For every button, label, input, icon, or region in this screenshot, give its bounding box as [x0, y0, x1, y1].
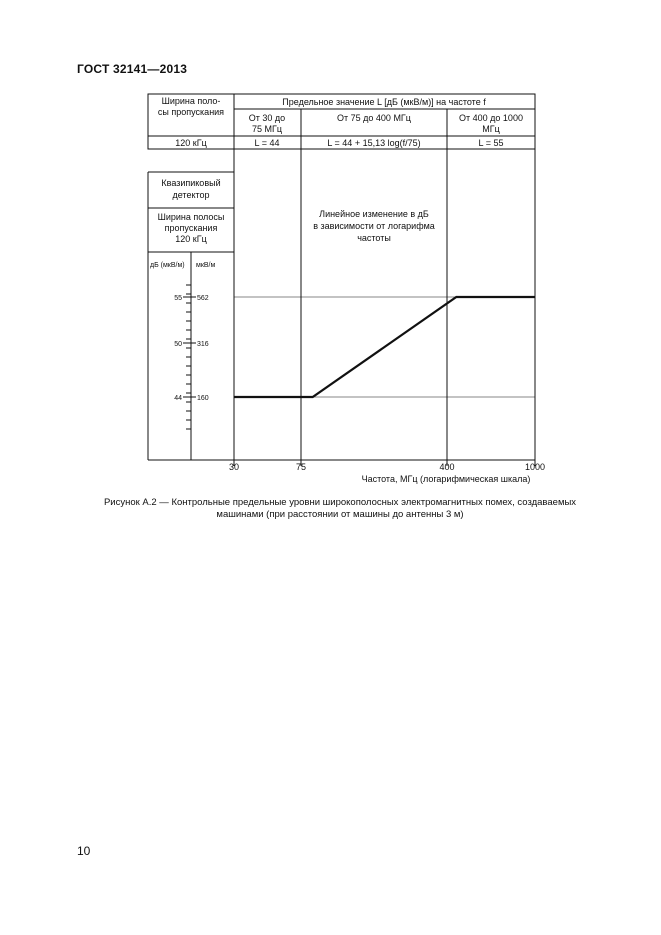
unit-db-label: дБ (мкВ/м): [150, 262, 185, 269]
annotation-line2: в зависимости от логарифма: [313, 221, 435, 231]
y-tick-uv-562: 562: [197, 295, 209, 302]
annotation-line1: Линейное изменение в дБ: [319, 209, 429, 219]
bandwidth-value: 120 кГц: [175, 138, 207, 148]
detector-label-line1: Квазипиковый: [161, 178, 221, 188]
side-bandwidth-line3: 120 кГц: [175, 234, 207, 244]
band-2-line1: От 75 до 400 МГц: [337, 113, 411, 123]
document-header: ГОСТ 32141—2013: [77, 62, 188, 76]
x-tick-400: 400: [439, 462, 455, 472]
band-3-line1: От 400 до 1000: [459, 113, 523, 123]
band-1-line1: От 30 до: [248, 113, 286, 123]
x-tick-75: 75: [295, 462, 307, 472]
limit-band-1: L = 44: [254, 138, 280, 148]
x-tick-1000: 1000: [524, 462, 546, 472]
annotation-line3: частоты: [357, 233, 391, 243]
y-tick-db-44: 44: [174, 395, 182, 402]
bandwidth-header-line2: сы пропускания: [157, 107, 225, 117]
band-3-line2: МГц: [482, 124, 500, 134]
side-bandwidth-line1: Ширина полосы: [157, 212, 225, 222]
limit-band-2: L = 44 + 15,13 log(f/75): [327, 138, 421, 148]
y-tick-db-55: 55: [174, 295, 182, 302]
bandwidth-header-line1: Ширина поло-: [161, 96, 221, 106]
limit-band-3: L = 55: [478, 138, 504, 148]
limit-group-header: Предельное значение L [дБ (мкВ/м)] на частоте f: [282, 97, 486, 107]
band-1-line2: 75 МГц: [251, 124, 283, 134]
x-axis-label: Частота, МГц (логарифмическая шкала): [361, 474, 531, 484]
caption-line2: машинами (при расстоянии от машины до антенны 3 м): [216, 509, 464, 520]
y-tick-uv-160: 160: [197, 395, 209, 402]
limit-line-series: [234, 297, 535, 397]
caption-line1: Рисунок А.2 — Контрольные предельные уровни широкополосных электромагнитных помех, создаваемых: [103, 497, 577, 508]
side-bandwidth-line2: пропускания: [164, 223, 218, 233]
figure-caption: [80, 497, 600, 521]
detector-label-line2: детектор: [172, 190, 210, 200]
x-tick-30: 30: [228, 462, 240, 472]
y-tick-uv-316: 316: [197, 341, 209, 348]
y-tick-db-50: 50: [174, 341, 182, 348]
unit-uv-label: мкВ/м: [196, 262, 216, 269]
page-number: 10: [77, 844, 91, 858]
